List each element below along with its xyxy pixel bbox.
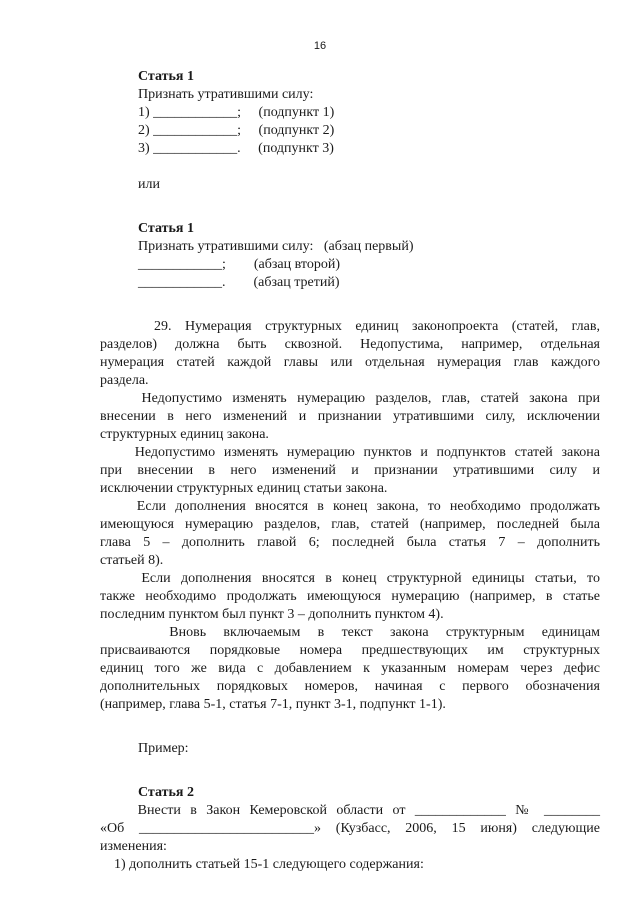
list-item: ____________; (абзац второй) — [138, 257, 340, 272]
document-body — [100, 68, 600, 874]
paragraph-line: (например, глава 5-1, статья 7-1, пункт 3-1, подпункт 1-1). — [100, 697, 446, 712]
page-number: 16 — [313, 40, 327, 52]
paragraph-line: 29. Нумерация структурных единиц законопроекта (статей, глав, — [100, 319, 600, 334]
example-2-block — [100, 220, 600, 292]
paragraph-line: последним пунктом был пункт 3 – дополнить пунктом 4). — [100, 607, 444, 622]
paragraph-line: раздела. — [100, 373, 149, 388]
paragraph-line: присваиваются порядковые номера предшествующих им структурных — [100, 643, 600, 658]
paragraph-line: статьей 8). — [100, 553, 164, 568]
article-heading: Статья 2 — [138, 785, 194, 800]
paragraph-line: Если дополнения вносятся в конец закона, то необходимо продолжать — [100, 499, 600, 514]
article-heading: Статья 1 — [138, 221, 194, 236]
paragraph-line: изменения: — [100, 839, 167, 854]
or-text: или — [138, 177, 160, 192]
paragraph-line: единиц того же вида с добавлением к указанным номерам через дефис — [100, 661, 600, 676]
article-intro: Признать утратившими силу: — [138, 87, 314, 102]
paragraph-line: Если дополнения вносятся в конец структурной единицы статьи, то — [100, 571, 600, 586]
list-item: 1) ____________; (подпункт 1) — [138, 105, 335, 120]
paragraph-line: Недопустимо изменять нумерацию разделов, глав, статей закона при — [100, 391, 600, 406]
paragraph — [100, 390, 600, 444]
paragraph-line: также необходимо продолжать имеющуюся нумерацию (например, в статье — [100, 589, 600, 604]
paragraph-line: исключении структурных единиц статьи закона. — [100, 481, 388, 496]
example-label: Пример: — [138, 741, 189, 756]
paragraph-line: глава 5 – дополнить главой 6; последней была статья 7 – дополнить — [100, 535, 600, 550]
article-heading: Статья 1 — [138, 69, 194, 84]
paragraph — [100, 318, 600, 390]
example-1-block — [100, 68, 600, 158]
paragraph — [100, 498, 600, 570]
paragraph-line: нумерация статей каждой главы или отдельная нумерация глав каждого — [100, 355, 600, 370]
list-item: 3) ____________. (подпункт 3) — [138, 141, 334, 156]
paragraph-line: имеющуюся нумерацию разделов, глав, статей (например, последней была — [100, 517, 600, 532]
paragraph-line: 1) дополнить статьей 15-1 следующего содержания: — [100, 857, 424, 872]
paragraph-line: Недопустимо изменять нумерацию пунктов и подпунктов статей закона — [100, 445, 600, 460]
paragraph — [100, 570, 600, 624]
paragraph — [100, 624, 600, 714]
paragraph-line: при внесении в него изменений и признании утратившими силу и — [100, 463, 600, 478]
paragraph-line: разделов) должна быть сквозной. Недопустима, например, отдельная — [100, 337, 600, 352]
paragraph-line: Внести в Закон Кемеровской области от _____________ № ________ — [100, 803, 600, 818]
paragraph-line: внесении в него изменений и признании утратившими силу, исключении — [100, 409, 600, 424]
paragraph-line: дополнительных порядковых номеров, начиная с первого обозначения — [100, 679, 600, 694]
article-intro: Признать утратившими силу: (абзац первый) — [138, 239, 414, 254]
paragraph-line: структурных единиц закона. — [100, 427, 269, 442]
list-item: ____________. (абзац третий) — [138, 275, 340, 290]
paragraph — [100, 444, 600, 498]
paragraph-line: «Об _________________________» (Кузбасс, 2006, 15 июня) следующие — [100, 821, 600, 836]
paragraph-line: Вновь включаемым в текст закона структурным единицам — [100, 625, 600, 640]
example-3-block — [100, 784, 600, 874]
list-item: 2) ____________; (подпункт 2) — [138, 123, 335, 138]
